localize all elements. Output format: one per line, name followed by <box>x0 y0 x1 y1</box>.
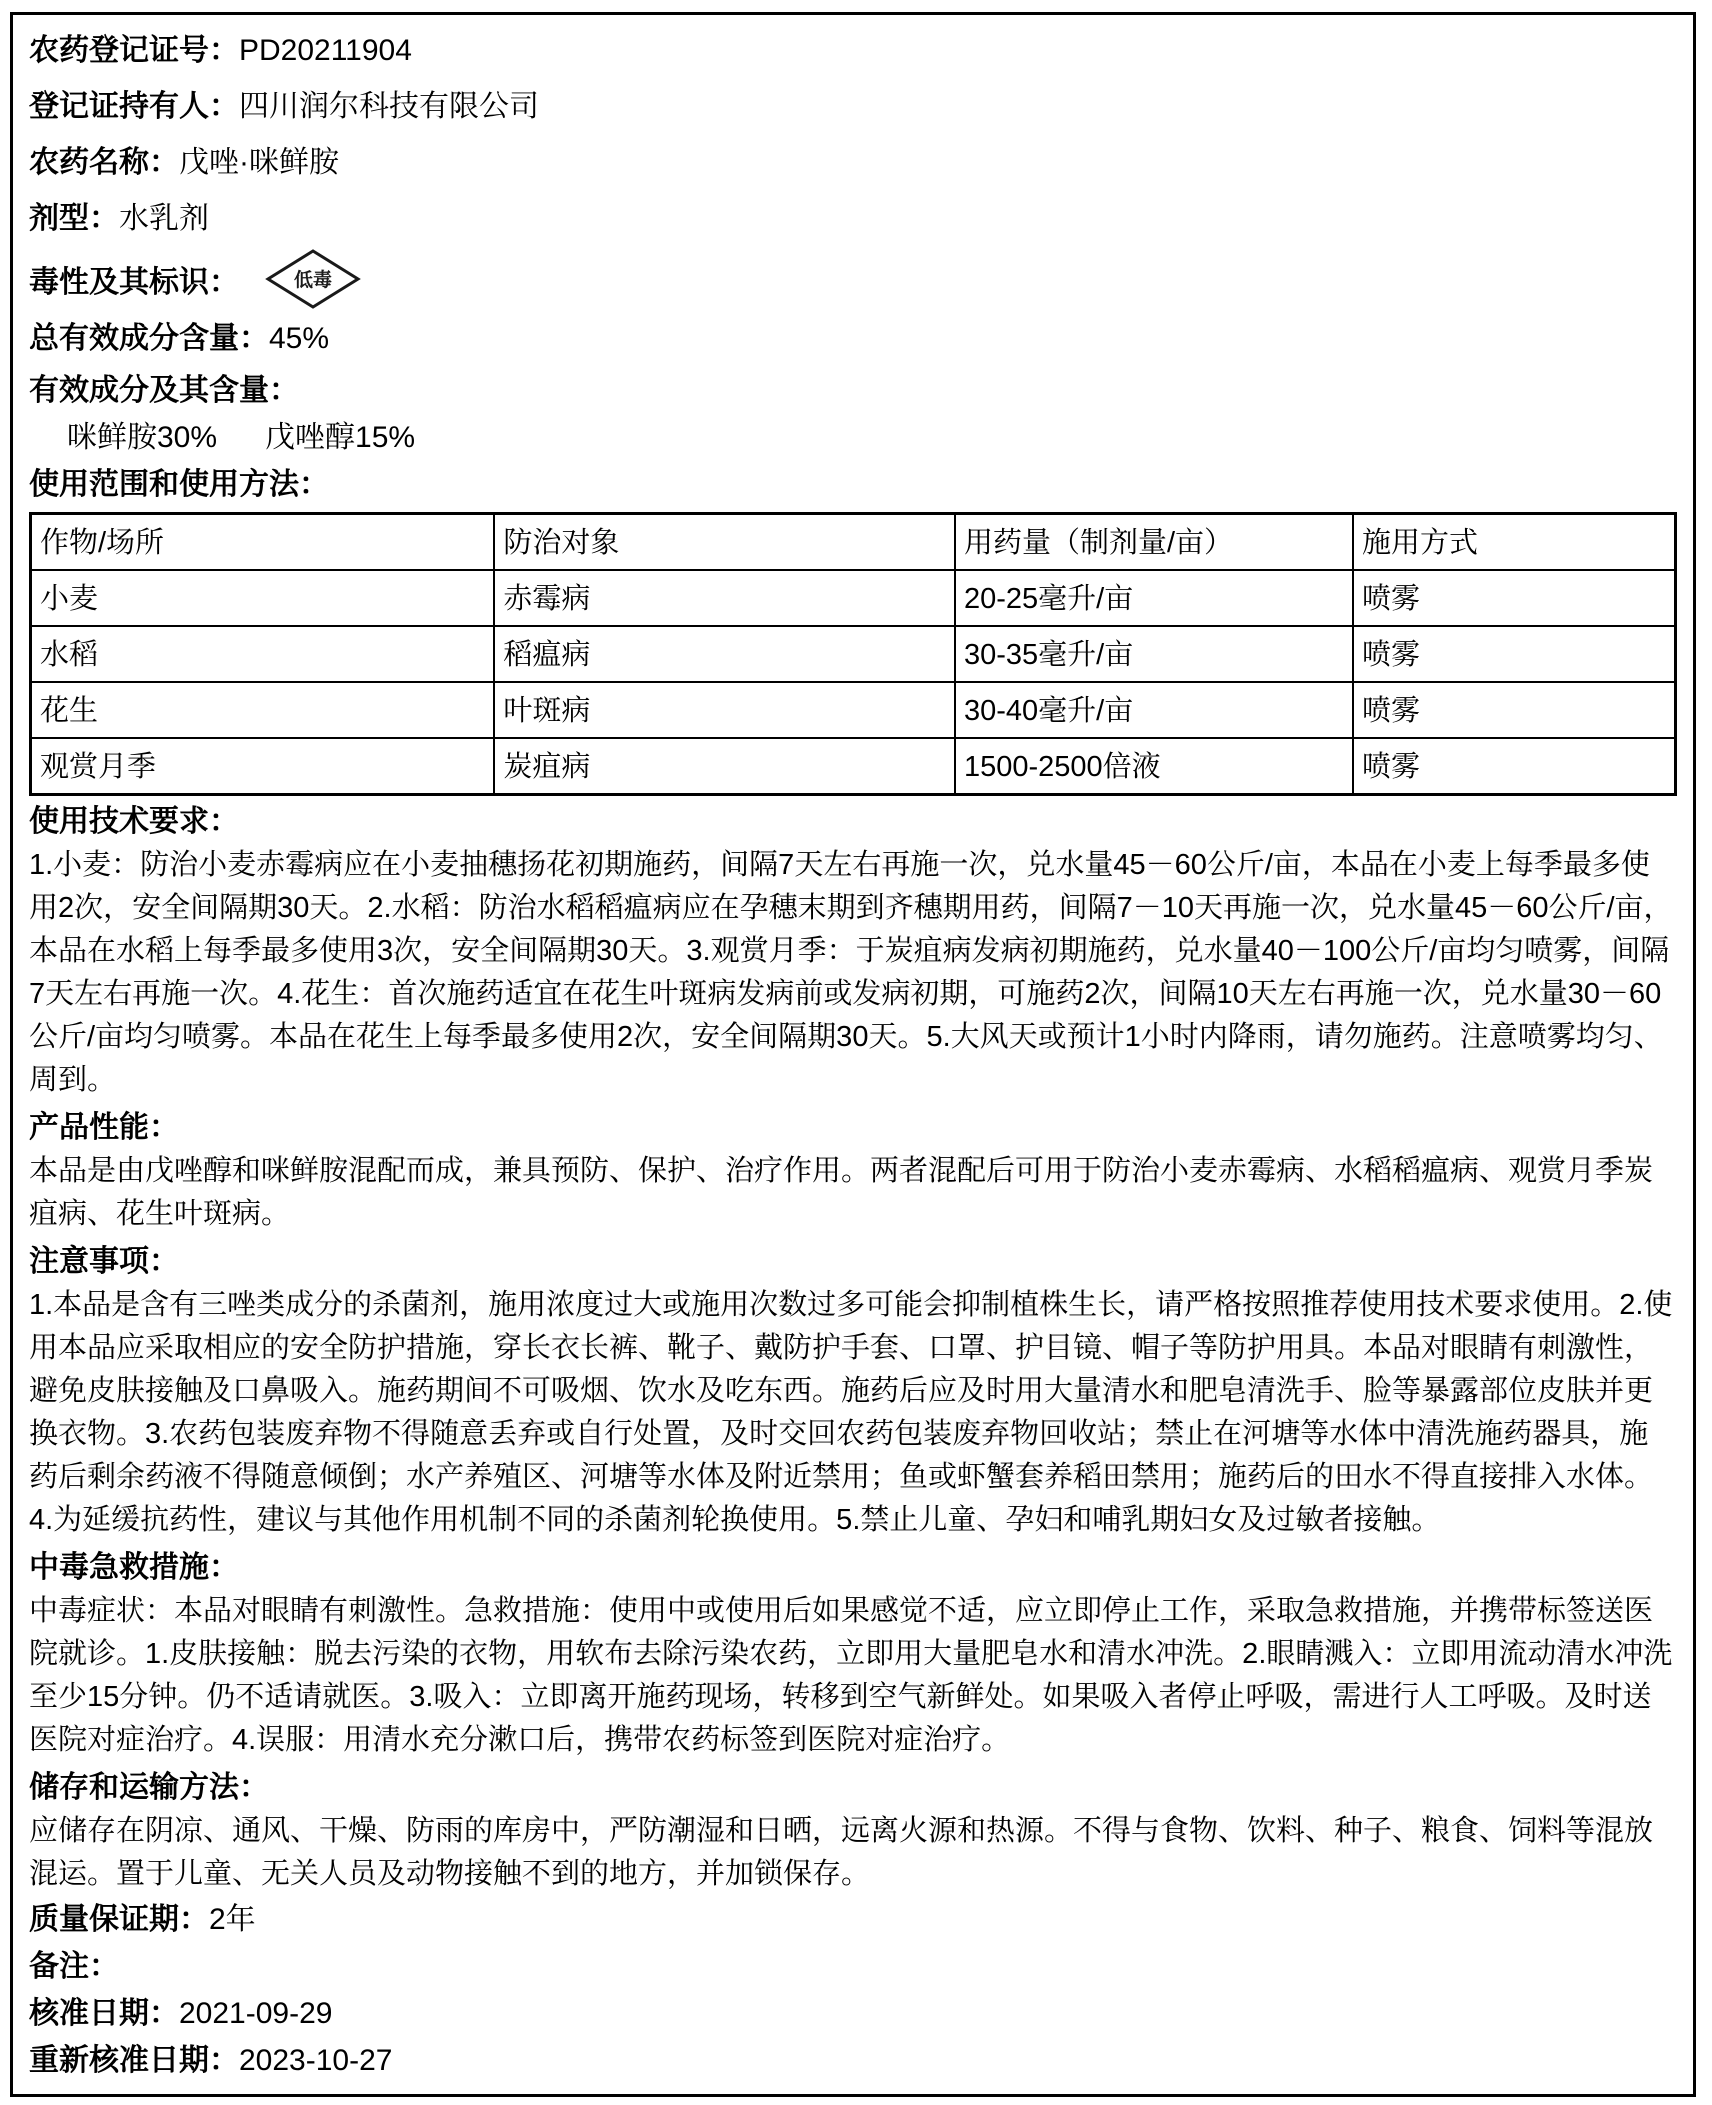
total-active-content-label: 总有效成分含量： <box>29 322 269 355</box>
section-heading: 产品性能： <box>29 1111 179 1144</box>
table-row-peanut <box>31 682 1676 738</box>
ingredients-line <box>29 414 1677 461</box>
pesticide-name-label: 农药名称： <box>29 146 179 179</box>
usage-table-title-row <box>29 461 1677 508</box>
table-cell: 30-40毫升/亩 <box>955 682 1353 738</box>
ingredients-heading-label: 有效成分及其含量： <box>29 374 299 407</box>
usage-table-title: 使用范围和使用方法： <box>29 468 329 501</box>
field-quality-guarantee <box>29 1896 1677 1943</box>
table-row-wheat <box>31 570 1676 626</box>
table-row-rice <box>31 626 1676 682</box>
remarks-label: 备注： <box>29 1950 119 1983</box>
section-body: 本品是由戊唑醇和咪鲜胺混配而成，兼具预防、保护、治疗作用。两者混配后可用于防治小麦赤霉病、水稻稻瘟病、观赏月季炭疽病、花生叶斑病。 <box>29 1155 1654 1230</box>
total-active-content-value: 45% <box>269 322 330 355</box>
table-cell: 炭疽病 <box>494 738 955 795</box>
field-reapproval-date <box>29 2037 1677 2084</box>
certificate-holder-value: 四川润尔科技有限公司 <box>239 90 539 123</box>
table-cell: 20-25毫升/亩 <box>955 570 1353 626</box>
section-body: 应储存在阴凉、通风、干燥、防雨的库房中，严防潮湿和日晒，远离火源和热源。不得与食物、饮料、种子、粮食、饲料等混放混运。置于儿童、无关人员及动物接触不到的地方，并加锁保存。 <box>29 1815 1654 1890</box>
pesticide-name-value: 戊唑·咪鲜胺 <box>179 146 339 179</box>
section-body: 1.本品是含有三唑类成分的杀菌剂，施用浓度过大或施用次数过多可能会抑制植株生长，请严格按照推荐使用技术要求使用。2.使用本品应采取相应的安全防护措施，穿长衣长裤、靴子、戴防护手套、口罩、护目镜、帽子等防护用具。本品对眼睛有刺激性，避免皮肤接触及口鼻吸入。施药期间不可吸烟、饮水及吃东西。施药后应及时用大量清水和肥皂清洗手、脸等暴露部位皮肤并更换衣物。3.农药包装废弃物不得随意丢弃或自行处置，及时交回农药包装废弃物回收站；禁止在河塘等水体中清洗施药器具，施药后剩余药液不得随意倾倒；水产养殖区、河塘等水体及附近禁用；鱼或虾蟹套养稻田禁用；施药后的田水不得直接排入水体。4.为延缓抗药性，建议与其他作用机制不同的杀菌剂轮换使用。5.禁止儿童、孕妇和哺乳期妇女及过敏者接触。 <box>29 1289 1673 1536</box>
table-cell: 喷雾 <box>1353 682 1675 738</box>
table-cell: 小麦 <box>31 570 495 626</box>
table-cell: 花生 <box>31 682 495 738</box>
footer-fields <box>29 1896 1677 2084</box>
header-control-target: 防治对象 <box>494 514 955 571</box>
toxicity-icon-text: 低毒 <box>293 270 333 291</box>
formulation-value: 水乳剂 <box>119 202 209 235</box>
field-toxicity <box>29 247 1677 311</box>
section-product-performance <box>29 1106 1677 1236</box>
section-heading: 中毒急救措施： <box>29 1551 239 1584</box>
field-certificate-holder <box>29 79 1677 135</box>
usage-table-header-row <box>31 514 1676 571</box>
quality-guarantee-label: 质量保证期： <box>29 1903 209 1936</box>
section-precautions <box>29 1240 1677 1542</box>
section-body: 1.小麦：防治小麦赤霉病应在小麦抽穗扬花初期施药，间隔7天左右再施一次，兑水量45－60公斤/亩，本品在小麦上每季最多使用2次，安全间隔期30天。2.水稻：防治水稻稻瘟病应在孕穗末期到齐穗期用药，间隔7－10天再施一次，兑水量45－60公斤/亩，本品在水稻上每季最多使用3次，安全间隔期30天。3.观赏月季：于炭疽病发病初期施药，兑水量40－100公斤/亩均匀喷雾，间隔7天左右再施一次。4.花生：首次施药适宜在花生叶斑病发病前或发病初期，可施药2次，间隔10天左右再施一次，兑水量30－60公斤/亩均匀喷雾。本品在花生上每季最多使用2次，安全间隔期30天。5.大风天或预计1小时内降雨，请勿施药。注意喷雾均匀、周到。 <box>29 849 1673 1096</box>
certificate-holder-label: 登记证持有人： <box>29 90 239 123</box>
field-approval-date <box>29 1990 1677 2037</box>
table-cell: 叶斑病 <box>494 682 955 738</box>
section-heading: 储存和运输方法： <box>29 1771 269 1804</box>
formulation-label: 剂型： <box>29 202 119 235</box>
toxicity-label: 毒性及其标识： <box>29 266 239 299</box>
ingredient-tebuconazole: 戊唑醇15% <box>265 421 416 454</box>
table-cell: 赤霉病 <box>494 570 955 626</box>
section-usage-requirements <box>29 800 1677 1102</box>
usage-table <box>29 512 1677 796</box>
table-cell: 30-35毫升/亩 <box>955 626 1353 682</box>
header-dosage: 用药量（制剂量/亩） <box>955 514 1353 571</box>
registration-number-label: 农药登记证号： <box>29 34 239 67</box>
section-body: 中毒症状：本品对眼睛有刺激性。急救措施：使用中或使用后如果感觉不适，应立即停止工作，采取急救措施，并携带标签送医院就诊。1.皮肤接触：脱去污染的衣物，用软布去除污染农药，立即用大量肥皂水和清水冲洗。2.眼睛溅入：立即用流动清水冲洗至少15分钟。仍不适请就医。3.吸入：立即离开施药现场，转移到空气新鲜处。如果吸入者停止呼吸，需进行人工呼吸。及时送医院对症治疗。4.误服：用清水充分漱口后，携带农药标签到医院对症治疗。 <box>29 1595 1673 1756</box>
table-cell: 观赏月季 <box>31 738 495 795</box>
table-cell: 1500-2500倍液 <box>955 738 1353 795</box>
table-row-rose <box>31 738 1676 795</box>
section-storage-transport <box>29 1766 1677 1896</box>
field-formulation <box>29 191 1677 247</box>
table-cell: 喷雾 <box>1353 570 1675 626</box>
header-crop-site: 作物/场所 <box>31 514 495 571</box>
table-cell: 水稻 <box>31 626 495 682</box>
quality-guarantee-value: 2年 <box>209 1903 256 1936</box>
field-pesticide-name <box>29 135 1677 191</box>
section-heading: 注意事项： <box>29 1245 179 1278</box>
table-cell: 稻瘟病 <box>494 626 955 682</box>
section-heading: 使用技术要求： <box>29 805 239 838</box>
field-remarks <box>29 1943 1677 1990</box>
approval-date-value: 2021-09-29 <box>179 1997 333 2030</box>
low-toxicity-diamond-icon <box>265 248 361 310</box>
ingredient-prochloraz: 咪鲜胺30% <box>67 421 218 454</box>
section-first-aid <box>29 1546 1677 1762</box>
table-cell: 喷雾 <box>1353 738 1675 795</box>
table-cell: 喷雾 <box>1353 626 1675 682</box>
reapproval-date-label: 重新核准日期： <box>29 2044 239 2077</box>
field-ingredients-heading <box>29 367 1677 414</box>
field-registration-number <box>29 23 1677 79</box>
registration-number-value: PD20211904 <box>239 34 412 67</box>
reapproval-date-value: 2023-10-27 <box>239 2044 393 2077</box>
approval-date-label: 核准日期： <box>29 1997 179 2030</box>
pesticide-label-document <box>10 12 1696 2097</box>
field-total-active-content <box>29 311 1677 367</box>
header-application-method: 施用方式 <box>1353 514 1675 571</box>
